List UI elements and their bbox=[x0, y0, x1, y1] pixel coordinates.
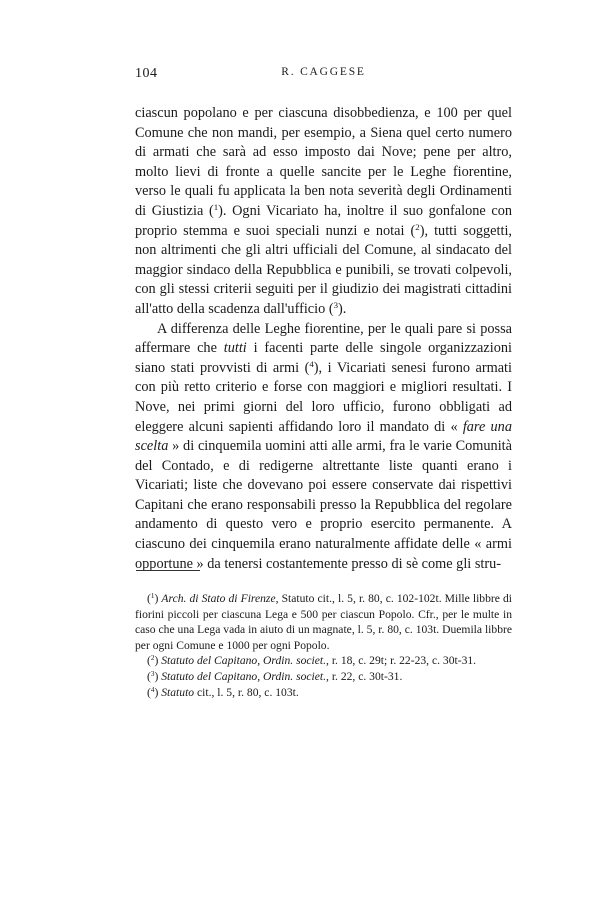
emphasis: tutti bbox=[223, 340, 247, 357]
running-head: R. CAGGESE bbox=[281, 66, 366, 78]
footnote: ($^3$) Statuto del Capitano, Ordin. societ., r. 22, c. 30t-31. bbox=[147, 669, 403, 683]
body-text bbox=[135, 104, 512, 574]
footnote-ref: 2 bbox=[415, 221, 420, 232]
footnote-ref: 1 bbox=[213, 202, 219, 213]
emphasis: fare una scelta bbox=[135, 418, 512, 455]
footnote-ref: 4 bbox=[309, 358, 314, 369]
footnote-divider bbox=[136, 570, 200, 571]
footnote: ($^1$) Arch. di Stato di Firenze, Statuto cit., l. 5, r. 80, c. 102-102t. Mille libbre di fiorini piccoli per ciascuna Lega e 500 per ciascun Popolo. Cfr., per le multe in caso che una Lega vada in aiuto di un magnate, l. 5, r. 80, c. 103t. Duemila libbre per ogni Comune e 1000 per ogni Popolo. bbox=[135, 592, 513, 652]
page-number: 104 bbox=[135, 66, 158, 81]
footnote-ref: 3 bbox=[333, 300, 339, 311]
footnote: ($^4$) Statuto cit., l. 5, r. 80, c. 103t. bbox=[147, 685, 299, 699]
footnotes bbox=[135, 591, 512, 700]
page-header bbox=[135, 66, 512, 86]
footnote: ($^2$) Statuto del Capitano, Ordin. societ., r. 18, c. 29t; r. 22-23, c. 30t-31. bbox=[147, 654, 477, 668]
paragraph: ciascun popolano e per ciascuna disobbedienza, e 100 per quel Comune che non mandi, per esempio, a Siena quel certo numero di armati che sarà ad esso imposto dai Nove; pene per altro, molto lievi di fronte a quelle sancite per le Leghe fiorentine, verso le quali fu applicata la ben nota severità degli Ordinamenti di Giustizia ($^1$). Ogni Vicariato ha, inoltre il suo gonfalone con proprio stemma e suoi speciali nunzi e notai ($^2$), tutti soggetti, non altrimenti che gli altri ufficiali del Comune, al sindacato del maggior sindaco della Repubblica e punibili, se trovati colpevoli, con gli stessi criterii seguiti per il giudizio dei magistrati cittadini all'atto della scadenza dall'ufficio ($^3$). bbox=[135, 105, 513, 317]
paragraph: A differenza delle Leghe fiorentine, per le quali pare si possa affermare che tutti i facenti parte delle singole organizzazioni siano stati provvisti di armi ($^4$), i Vicariati senesi furono armati con più retto criterio e forse con maggiori e migliori resultati. I Nove, nei primi giorni del loro ufficio, furono obbligati ad eleggere alcuni sapienti affidando loro il mandato di « fare una scelta » di cinquemila uomini atti alle armi, fra le varie Comunità del Contado, e di redigerne altrettante liste quanti erano i Vicariati; liste che dovevano poi essere conservate dai rispettivi Capitani che erano responsabili presso la Repubblica del regolare andamento di questo vero e proprio esercito permanente. A ciascuno dei cinquemila erano naturalmente affidate delle « armi opportune » da tenersi costantemente presso di sè come gli stru- bbox=[135, 320, 512, 572]
